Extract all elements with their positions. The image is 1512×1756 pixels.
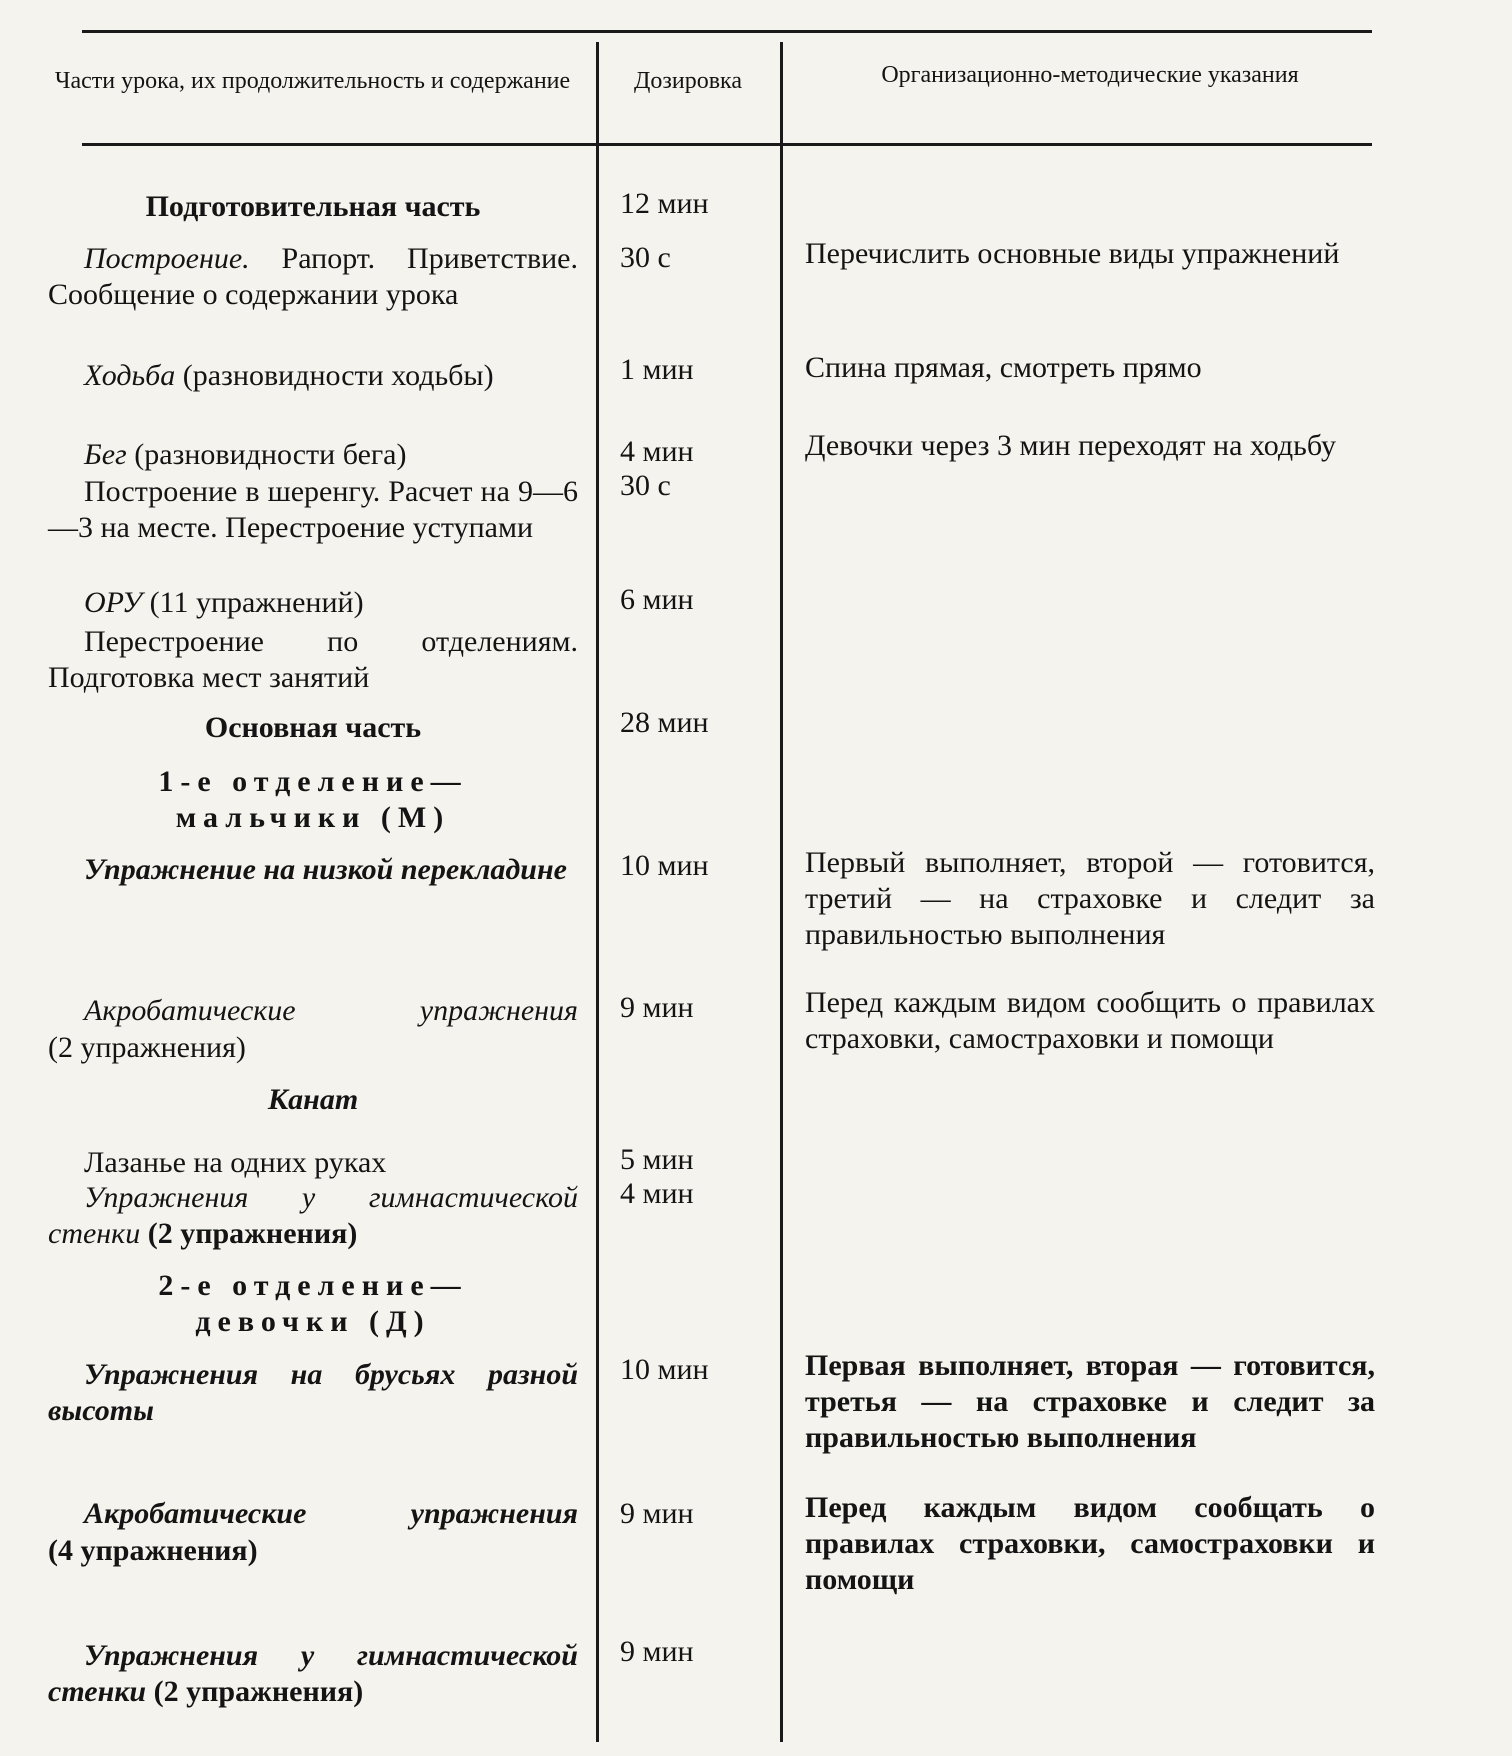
wall-bars-boys-count: (2 упражнения) <box>147 1217 358 1250</box>
row-running <box>48 437 578 473</box>
notes-acrobatics-girls: Перед каждым видом сообщать о правилах страховки, самостраховки и помощи <box>805 1491 1375 1596</box>
walking-text: (разновидности ходьбы) <box>182 359 494 392</box>
section-preparatory: Подготовительная часть <box>145 190 481 223</box>
dose-acrobatics-boys: 9 мин <box>620 991 694 1024</box>
dose-formation: 30 с <box>620 241 671 274</box>
group-2-title: 2-е отделение— <box>158 1269 468 1302</box>
row-wall-bars-girls <box>48 1638 578 1710</box>
dose-line-formation: 30 с <box>620 469 671 502</box>
wall-bars-girls-label: Упражнения у гимнастической стенки <box>48 1639 578 1708</box>
row-walking <box>48 358 578 394</box>
formation-text: Рапорт. Приветствие. Сообщение о содержании урока <box>48 242 578 311</box>
dose-walking: 1 мин <box>620 353 694 386</box>
oru-text: (11 упражнений) <box>149 586 364 619</box>
row-uneven-bars: Упражнения на брусьях разной высоты <box>48 1358 578 1427</box>
notes-acrobatics-boys: Перед каждым видом сообщить о правилах страховки, самостраховки и помощи <box>805 986 1375 1055</box>
group-1-subtitle: мальчики (М) <box>175 801 451 834</box>
notes-running: Девочки через 3 мин переходят на ходьбу <box>805 429 1336 462</box>
section-main: Основная часть <box>204 711 422 744</box>
top-rule <box>82 30 1372 33</box>
dose-wall-bars-boys: 4 мин <box>620 1177 694 1210</box>
header-dosage: Дозировка <box>634 68 742 94</box>
acrobatics-boys-label: Акробатические упражнения <box>84 994 578 1027</box>
oru-label: ОРУ <box>84 586 143 619</box>
dose-preparatory: 12 мин <box>620 187 709 220</box>
row-regroup: Перестроение по отделениям. Подготовка мест занятий <box>48 625 578 694</box>
row-oru <box>48 585 578 621</box>
wall-bars-girls-count: (2 упражнения) <box>153 1675 364 1708</box>
group-2-subtitle: девочки (Д) <box>195 1305 431 1338</box>
dose-oru: 6 мин <box>620 583 694 616</box>
notes-low-bar: Первый выполняет, второй — готовится, третий — на страховке и следит за правильностью выполнения <box>805 846 1375 951</box>
dose-rope-climb: 5 мин <box>620 1143 694 1176</box>
row-rope-climb: Лазанье на одних руках <box>84 1146 387 1179</box>
group-1-title: 1-е отделение— <box>158 765 468 798</box>
notes-formation: Перечислить основные виды упражнений <box>805 237 1340 270</box>
notes-uneven-bars: Первая выполняет, вторая — готовится, третья — на страховке и следит за правильностью выполнения <box>805 1349 1375 1454</box>
row-low-bar: Упражнение на низкой перекладине <box>84 853 567 886</box>
dose-uneven-bars: 10 мин <box>620 1353 709 1386</box>
formation-label: Построение. <box>84 242 250 275</box>
dose-low-bar: 10 мин <box>620 849 709 882</box>
acrobatics-girls-label: Акробатические упражнения <box>84 1497 578 1530</box>
dose-main: 28 мин <box>620 706 709 739</box>
running-text: (разновидности бега) <box>134 438 407 471</box>
row-acrobatics-girls <box>48 1496 578 1532</box>
dose-wall-bars-girls: 9 мин <box>620 1635 694 1668</box>
row-line-formation: Построение в шеренгу. Расчет на 9—6—3 на месте. Перестроение уступами <box>48 475 578 544</box>
row-acrobatics-boys <box>48 993 578 1029</box>
header-content: Части урока, их продолжительность и содержание <box>54 68 571 94</box>
notes-walking: Спина прямая, смотреть прямо <box>805 351 1202 384</box>
header-notes: Организационно-методические указания <box>881 62 1299 88</box>
acrobatics-girls-count: (4 упражнения) <box>48 1534 258 1567</box>
wall-bars-boys-label: Упражнения у гимнастической стенки <box>48 1181 578 1250</box>
subsection-rope: Канат <box>267 1083 359 1116</box>
acrobatics-boys-count: (2 упражнения) <box>48 1031 246 1064</box>
dose-acrobatics-girls: 9 мин <box>620 1497 694 1530</box>
walking-label: Ходьба <box>84 359 176 392</box>
row-formation <box>48 241 578 313</box>
row-wall-bars-boys <box>48 1180 578 1252</box>
running-label: Бег <box>84 438 127 471</box>
column-divider-1 <box>596 42 599 1742</box>
dose-running: 4 мин <box>620 435 694 468</box>
column-divider-2 <box>780 42 783 1742</box>
header-bottom-rule <box>82 143 1372 146</box>
